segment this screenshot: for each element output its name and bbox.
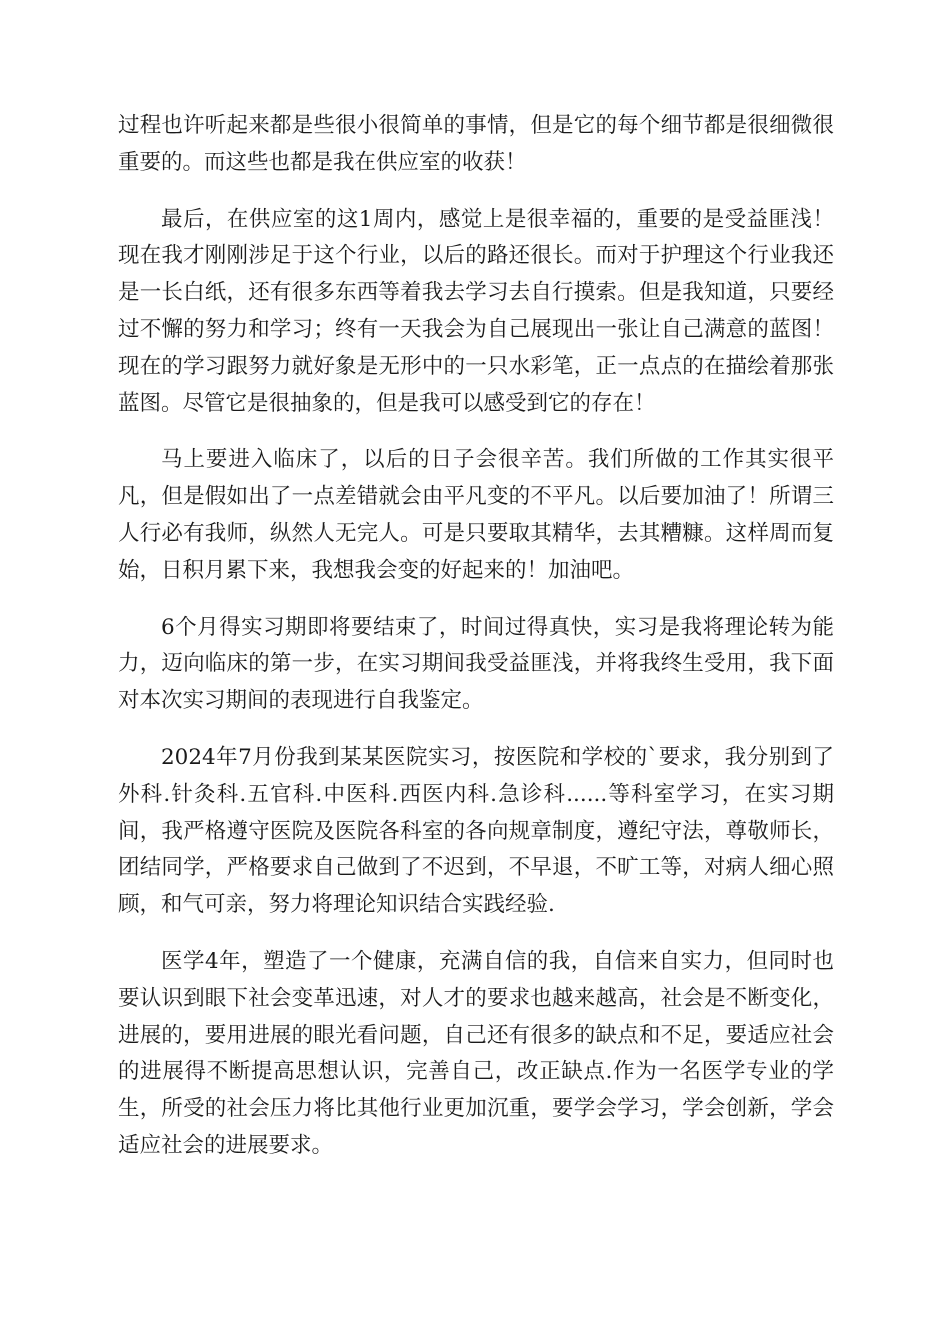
paragraph-2: 最后，在供应室的这1周内，感觉上是很幸福的，重要的是受益匪浅！现在我才刚刚涉足于这个行业，以后的路还很长。而对于护理这个行业我还是一长白纸，还有很多东西等着我去学习去自行摸索。但是我知道，只要经过不懈的努力和学习；终有一天我会为自己展现出一张让自己满意的蓝图！现在的学习跟努力就好象是无形中的一只水彩笔，正一点点的在描绘着那张蓝图。尽管它是很抽象的，但是我可以感受到它的存在！ [118,206,834,416]
paragraph-3: 马上要进入临床了，以后的日子会很辛苦。我们所做的工作其实很平凡，但是假如出了一点差错就会由平凡变的不平凡。以后要加油了！所谓三人行必有我师，纵然人无完人。可是只要取其精华，去其糟糠。这样周而复始，日积月累下来，我想我会变的好起来的！加油吧。 [118,447,834,583]
paragraph-1: 过程也许听起来都是些很小很简单的事情，但是它的每个细节都是很细微很重要的。而这些也都是我在供应室的收获！ [118,113,834,175]
paragraph-6: 医学4年，塑造了一个健康，充满自信的我，自信来自实力，但同时也要认识到眼下社会变革迅速，对人才的要求也越来越高，社会是不断变化，进展的，要用进展的眼光看问题，自己还有很多的缺点和不足，要适应社会的进展得不断提高思想认识，完善自己，改正缺点.作为一名医学专业的学生，所受的社会压力将比其他行业更加沉重，要学会学习，学会创新，学会适应社会的进展要求。 [118,948,834,1158]
document-page [118,108,834,1185]
paragraph-5: 2024年7月份我到某某医院实习，按医院和学校的`要求，我分别到了外科.针灸科.五官科.中医科.西医内科.急诊科......等科室学习，在实习期间，我严格遵守医院及医院各科室的各向规章制度，遵纪守法，尊敬师长，团结同学，严格要求自己做到了不迟到，不早退，不旷工等，对病人细心照顾，和气可亲，努力将理论知识结合实践经验. [118,744,834,918]
paragraph-4: 6个月得实习期即将要结束了，时间过得真快，实习是我将理论转为能力，迈向临床的第一步，在实习期间我受益匪浅，并将我终生受用，我下面对本次实习期间的表现进行自我鉴定。 [118,614,834,714]
